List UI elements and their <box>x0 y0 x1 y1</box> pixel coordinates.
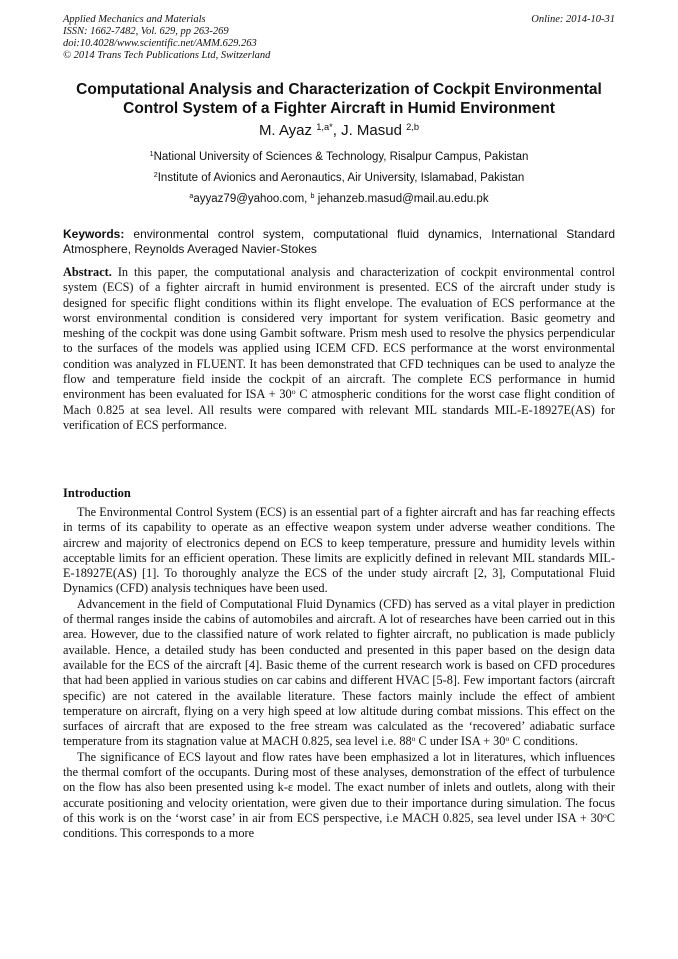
keywords-text: environmental control system, computational fluid dynamics, International Standard Atmosphere, Reynolds Averaged Navier-Stokes <box>63 227 615 256</box>
author-1-sup: 1,a* <box>316 121 333 132</box>
affiliation-1-sup: 1 <box>149 150 154 159</box>
author-2: J. Masud <box>341 122 402 139</box>
intro-p2-text-a: Advancement in the field of Computational Fluid Dynamics (CFD) has served as a vital player in prediction of thermal ranges inside the cabins of automobiles and aircraft. A lot of researches have been carried out in this area. However, due to the classified nature of work related to fighter aircraft, no publication is made publicly available. Hence, a detailed study has been conducted and presented in this paper based on the design data available for the ECS of the aircraft [4]. Basic theme of the current research work is based on CFD procedures that had been applied in various studies on car cabins and different HVAC [5-8]. Few important factors (aircraft specific) are not catered in the available literature. These factors mainly include the effect of ambient temperature on aircraft, flying on a very high speed at low altitude during combat missions. This effect on the surfaces of aircraft that are exposed to the free stream was calculated as the ‘recovered’ adiabatic surface temperature from its stagnation value at MACH 0.825, sea level i.e. 88 <box>63 596 615 749</box>
intro-paragraph-1: The Environmental Control System (ECS) is an essential part of a fighter aircraft and has far reaching effects in terms of its capability to operate as an effective weapon system under adverse weather conditions. The aircrew and majority of electronics depend on ECS to keep temperature, pressure and humidity levels within acceptable limits for an efficient operation. These limits are explicitly defined in relevant MIL standards MIL-E-18927E(AS) [1]. To thoroughly analyze the ECS of the under study aircraft [2, 3], Computational Fluid Dynamics (CFD) analysis techniques have been used. <box>63 505 615 596</box>
abstract-degree: o <box>291 387 296 397</box>
journal-copyright: © 2014 Trans Tech Publications Ltd, Switzerland <box>63 50 271 61</box>
affiliation-2-sup: 2 <box>153 171 158 180</box>
email-a-sup: a <box>189 192 194 201</box>
author-separator: , <box>332 122 342 139</box>
journal-name: Applied Mechanics and Materials <box>63 14 206 25</box>
intro-p2-text-c: C conditions. <box>509 734 578 749</box>
intro-p3-text-b: C conditions. This corresponds to a more <box>63 810 615 841</box>
email-a: ayyaz79@yahoo.com, <box>193 193 311 205</box>
paper-title <box>40 80 638 118</box>
author-list <box>40 122 638 140</box>
intro-p3-degree: o <box>602 810 607 820</box>
paper-title-line2: Control System of a Fighter Aircraft in Humid Environment <box>123 100 555 117</box>
keywords-label: Keywords: <box>63 227 125 241</box>
author-2-sup: 2,b <box>406 121 420 132</box>
intro-p3-text-a: The significance of ECS layout and flow rates have been emphasized a lot in literatures, which influences the thermal comfort of the occupants. During most of these analyses, demonstration of the effect of turbulence on the flow has also been presented using k-ε model. The exact number of inlets and outlets, along with their accurate positioning and velocity orientation, were given due to their importance during simulation. The focus of this work is on the ‘worst case’ in air from ECS perspective, i.e MACH 0.825, sea level under ISA + 30 <box>63 749 615 825</box>
journal-issn: ISSN: 1662-7482, Vol. 629, pp 263-269 <box>63 26 229 37</box>
intro-p2-text-b: C under ISA + 30 <box>415 734 506 749</box>
affiliation-2 <box>40 171 638 185</box>
intro-paragraph-3 <box>63 750 615 842</box>
abstract-label: Abstract. <box>63 265 112 279</box>
introduction-body <box>63 505 615 842</box>
journal-doi: doi:10.4028/www.scientific.net/AMM.629.263 <box>63 38 257 49</box>
keywords <box>63 227 615 256</box>
intro-p2-degree-1: o <box>411 734 416 744</box>
affiliation-2-text: Institute of Avionics and Aeronautics, Air University, Islamabad, Pakistan <box>157 172 525 184</box>
author-emails <box>40 192 638 206</box>
author-1: M. Ayaz <box>258 122 313 139</box>
email-b: jehanzeb.masud@mail.au.edu.pk <box>314 193 489 205</box>
email-b-sup: b <box>310 192 315 201</box>
intro-p2-degree-2: o <box>505 734 510 744</box>
abstract <box>63 265 615 433</box>
abstract-text-1: In this paper, the computational analysis and characterization of cockpit environmental control system (ECS) of a fighter aircraft in humid environment is presented. ECS of the aircraft under study is designed for specific flight conditions within its flight envelope. The evaluation of ECS performance at the worst environmental condition is considered very important for system verification. Basic geometry and meshing of the cockpit was done using Gambit software. Prism mesh used to resolve the physics perpendicular to the surfaces of the models was applied using ICEM CFD. ECS performance at the worst environmental condition was analyzed in FLUENT. It has been demonstrated that CFD techniques can be used to analyze the flow and temperature field inside the cockpit of an aircraft. The complete ECS performance in humid environment has been evaluated for ISA + 30 <box>63 265 615 402</box>
abstract-text-2: C atmospheric conditions for the worst case flight condition of Mach 0.825 at sea level. All results were compared with relevant MIL standards MIL-E-18927E(AS) for verification of ECS performance. <box>63 387 615 432</box>
affiliation-1-text: National University of Sciences & Technology, Risalpur Campus, Pakistan <box>153 151 529 163</box>
affiliation-1 <box>40 150 638 164</box>
intro-paragraph-2 <box>63 597 615 750</box>
journal-header <box>63 14 615 62</box>
introduction-heading: Introduction <box>63 486 131 500</box>
paper-title-line1: Computational Analysis and Characterization of Cockpit Environmental <box>76 81 602 98</box>
online-date: Online: 2014-10-31 <box>531 14 615 25</box>
